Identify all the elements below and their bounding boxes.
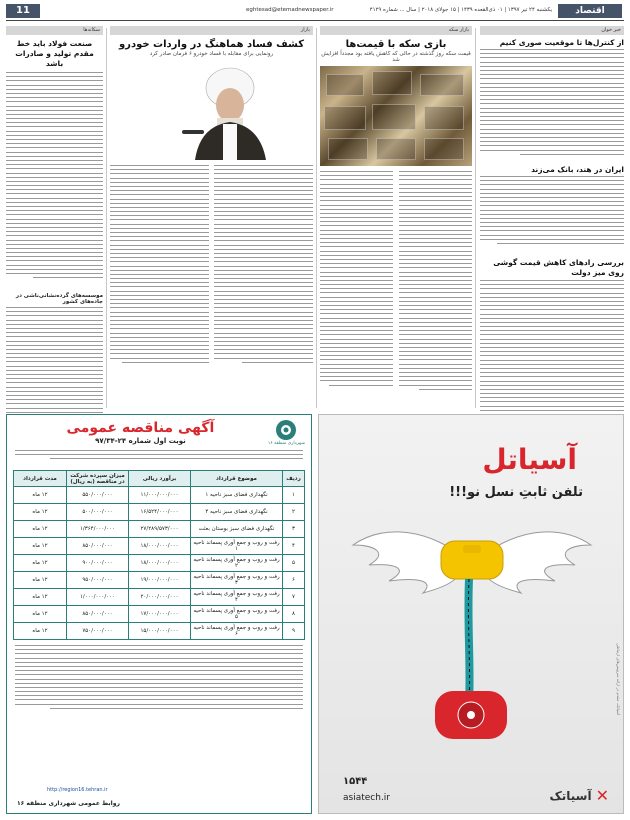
- table-row: [14, 572, 305, 589]
- article-body: [480, 49, 624, 161]
- cell-deposit: ۹۰۰/۰۰۰/۰۰۰: [67, 555, 129, 572]
- ad-brand-name: آسیاتک: [549, 788, 592, 803]
- article-body: [214, 165, 313, 403]
- column-divider: [316, 28, 317, 408]
- article-subtitle: قیمت سکه روز گذشته در حالی که کاهش یافته بود مجدداً افزایش شد: [321, 51, 471, 63]
- article-headline: بازی سکه با قیمت‌ها: [345, 39, 447, 50]
- cell-duration: ۱۲ ماه: [14, 623, 67, 640]
- cell-estimate: ۲۰/۰۰۰/۰۰۰/۰۰۰: [129, 589, 191, 606]
- article-subhead: موسسه‌های گرده‌نشانی‌ناشی در جاده‌های کشور: [15, 293, 103, 305]
- news-column-right: [480, 26, 624, 410]
- ad-phone: ۱۵۴۴: [343, 776, 368, 787]
- tender-website[interactable]: http://region16.tehran.ir: [47, 787, 108, 793]
- cell-row: ۲: [283, 504, 305, 521]
- ad-brand: [549, 786, 609, 805]
- cell-row: ۱: [283, 487, 305, 504]
- col-header-deposit: میزان سپرده شرکت در مناقصه (به ریال): [67, 471, 129, 487]
- municipality-emblem-icon: [275, 419, 297, 441]
- cell-row: ۵: [283, 555, 305, 572]
- cell-estimate: ۱۶/۵۲۴/۰۰۰/۰۰۰: [129, 504, 191, 521]
- tender-notice[interactable]: [6, 414, 312, 814]
- ad-tagline: تلفن ثابتِ نسل نو!!!: [449, 485, 583, 500]
- cell-duration: ۱۲ ماه: [14, 589, 67, 606]
- page-number: 11: [6, 4, 40, 18]
- article-headline: از کنترل‌ها تا موقعیت صوری کنیم: [499, 38, 624, 47]
- cell-duration: ۱۲ ماه: [14, 572, 67, 589]
- ad-website[interactable]: asiatech.ir: [343, 793, 390, 803]
- tender-terms: [15, 645, 303, 715]
- column-tag: سکانه‌ها: [6, 26, 103, 35]
- cell-subject: رفت و روب و جمع آوری پسماند ناحیه ۲: [191, 555, 283, 572]
- article-body: [320, 171, 393, 409]
- cell-deposit: ۱/۰۰۰/۰۰۰/۰۰۰: [67, 589, 129, 606]
- cell-subject: رفت و روب و جمع آوری پسماند ناحیه ۳: [191, 572, 283, 589]
- table-row: [14, 623, 305, 640]
- col-header-subject: موضوع قرارداد: [191, 471, 283, 487]
- cell-row: ۴: [283, 538, 305, 555]
- cell-duration: ۱۲ ماه: [14, 487, 67, 504]
- ad-headline: آسیاتل: [482, 443, 577, 476]
- column-divider: [475, 28, 476, 408]
- article-headline: ایران در هند، بانک می‌زند: [531, 165, 624, 174]
- article-body: [480, 280, 624, 430]
- president-photo: [110, 60, 313, 160]
- table-row: [14, 589, 305, 606]
- col-header-duration: مدت قرارداد: [14, 471, 67, 487]
- column-tag: بازار: [110, 26, 313, 35]
- cell-deposit: ۸۵۰/۰۰۰/۰۰۰: [67, 538, 129, 555]
- cell-subject: نگهداری فضای سبز ناحیه ۴: [191, 504, 283, 521]
- tender-title: آگهی مناقصه عمومی: [66, 420, 215, 436]
- cell-deposit: ۹۵۰/۰۰۰/۰۰۰: [67, 572, 129, 589]
- cell-duration: ۱۲ ماه: [14, 606, 67, 623]
- tender-table: [13, 470, 305, 640]
- article-subtitle: رونمایی برای مقابله با فساد خودرو ۶ فرمان صادر کرد: [149, 51, 274, 57]
- cell-subject: رفت و روب و جمع آوری پسماند ناحیه ۵: [191, 606, 283, 623]
- cell-subject: نگهداری فضای سبز بوستان بعثت: [191, 521, 283, 538]
- cell-estimate: ۲۷/۲۸۹/۵۷۳/۰۰۰: [129, 521, 191, 538]
- winged-phone-illustration: [349, 515, 595, 775]
- cell-row: ۶: [283, 572, 305, 589]
- news-column-left: [6, 26, 103, 410]
- cell-subject: نگهداری فضای سبز ناحیه ۱: [191, 487, 283, 504]
- coins-photo: [320, 66, 472, 166]
- x-logo-icon: ✕: [595, 786, 609, 805]
- cell-duration: ۱۲ ماه: [14, 538, 67, 555]
- cell-duration: ۱۲ ماه: [14, 521, 67, 538]
- cell-deposit: ۸۵۰/۰۰۰/۰۰۰: [67, 606, 129, 623]
- cell-row: ۷: [283, 589, 305, 606]
- column-tag: بازار سکه: [320, 26, 472, 35]
- article-headline: بررسی رادهای کاهش قیمت گوشی روی میز دولت: [493, 258, 624, 277]
- cell-estimate: ۱۸/۰۰۰/۰۰۰/۰۰۰: [129, 538, 191, 555]
- cell-subject: رفت و روب و جمع آوری پسماند ناحیه ۴: [191, 589, 283, 606]
- cell-row: ۹: [283, 623, 305, 640]
- email-link[interactable]: eghtesad@etemadnewspaper.ir: [246, 7, 334, 13]
- municipality-name: شهرداری منطقه ۱۶: [267, 441, 305, 446]
- cell-estimate: ۱۵/۰۰۰/۰۰۰/۰۰۰: [129, 623, 191, 640]
- cell-duration: ۱۲ ماه: [14, 504, 67, 521]
- col-header-row: ردیف: [283, 471, 305, 487]
- cell-estimate: ۱۱/۰۰۰/۰۰۰/۰۰۰: [129, 487, 191, 504]
- table-row: [14, 555, 305, 572]
- article-headline: کشف فساد هماهنگ در واردات خودرو: [118, 39, 305, 50]
- tender-signature: روابط عمومی شهرداری منطقه ۱۶: [17, 800, 120, 807]
- cell-row: ۸: [283, 606, 305, 623]
- cell-estimate: ۱۷/۰۰۰/۰۰۰/۰۰۰: [129, 606, 191, 623]
- article-body: [6, 72, 103, 290]
- cell-deposit: ۱/۳۶۴/۰۰۰/۰۰۰: [67, 521, 129, 538]
- section-label: اقتصاد: [558, 4, 622, 18]
- asiatech-advertisement[interactable]: [318, 414, 624, 814]
- cell-deposit: ۵۵۰/۰۰۰/۰۰۰: [67, 487, 129, 504]
- column-divider: [106, 28, 107, 408]
- table-row: [14, 538, 305, 555]
- cell-estimate: ۱۸/۰۰۰/۰۰۰/۰۰۰: [129, 555, 191, 572]
- coin-market-article: [320, 26, 472, 410]
- page-header: [6, 4, 624, 21]
- column-tag: خبر خوان: [480, 26, 624, 35]
- table-row: [14, 504, 305, 521]
- municipality-logo: [268, 419, 305, 446]
- article-body: [6, 307, 103, 427]
- cell-estimate: ۱۹/۰۰۰/۰۰۰/۰۰۰: [129, 572, 191, 589]
- cell-subject: رفت و روب و جمع آوری پسماند ناحیه ۱: [191, 538, 283, 555]
- col-header-estimate: برآورد ریالی: [129, 471, 191, 487]
- dateline: یکشنبه ۲۴ تیر ۱۳۹۷ | ۰۱ ذی‌القعده ۱۴۳۹ | ۱۵ جولای ۲۰۱۸ | سال ... شماره ۴۱۲۹: [369, 7, 552, 13]
- table-header-row: [14, 471, 305, 487]
- cell-deposit: ۷۵۰/۰۰۰/۰۰۰: [67, 623, 129, 640]
- table-row: [14, 487, 305, 504]
- article-body: [399, 171, 472, 409]
- article-body: [480, 176, 624, 254]
- article-body: [110, 165, 209, 403]
- cell-deposit: ۵۰۰/۰۰۰/۰۰۰: [67, 504, 129, 521]
- table-row: [14, 521, 305, 538]
- article-headline: صنعت فولاد باید خط مقدم تولید و صادرات باشد: [15, 39, 94, 68]
- car-import-article: [110, 26, 313, 410]
- cell-duration: ۱۲ ماه: [14, 555, 67, 572]
- tender-subtitle: نوبت اول شماره ۲۴-۹۷/۳۴: [95, 437, 186, 445]
- cell-row: ۳: [283, 521, 305, 538]
- table-row: [14, 606, 305, 623]
- cell-subject: رفت و روب و جمع آوری پسماند ناحیه ۶: [191, 623, 283, 640]
- ad-side-note: آسیاتک، مقدم در ارائه سرویس‌های ارتباطی: [616, 642, 621, 715]
- tender-intro: [15, 450, 303, 468]
